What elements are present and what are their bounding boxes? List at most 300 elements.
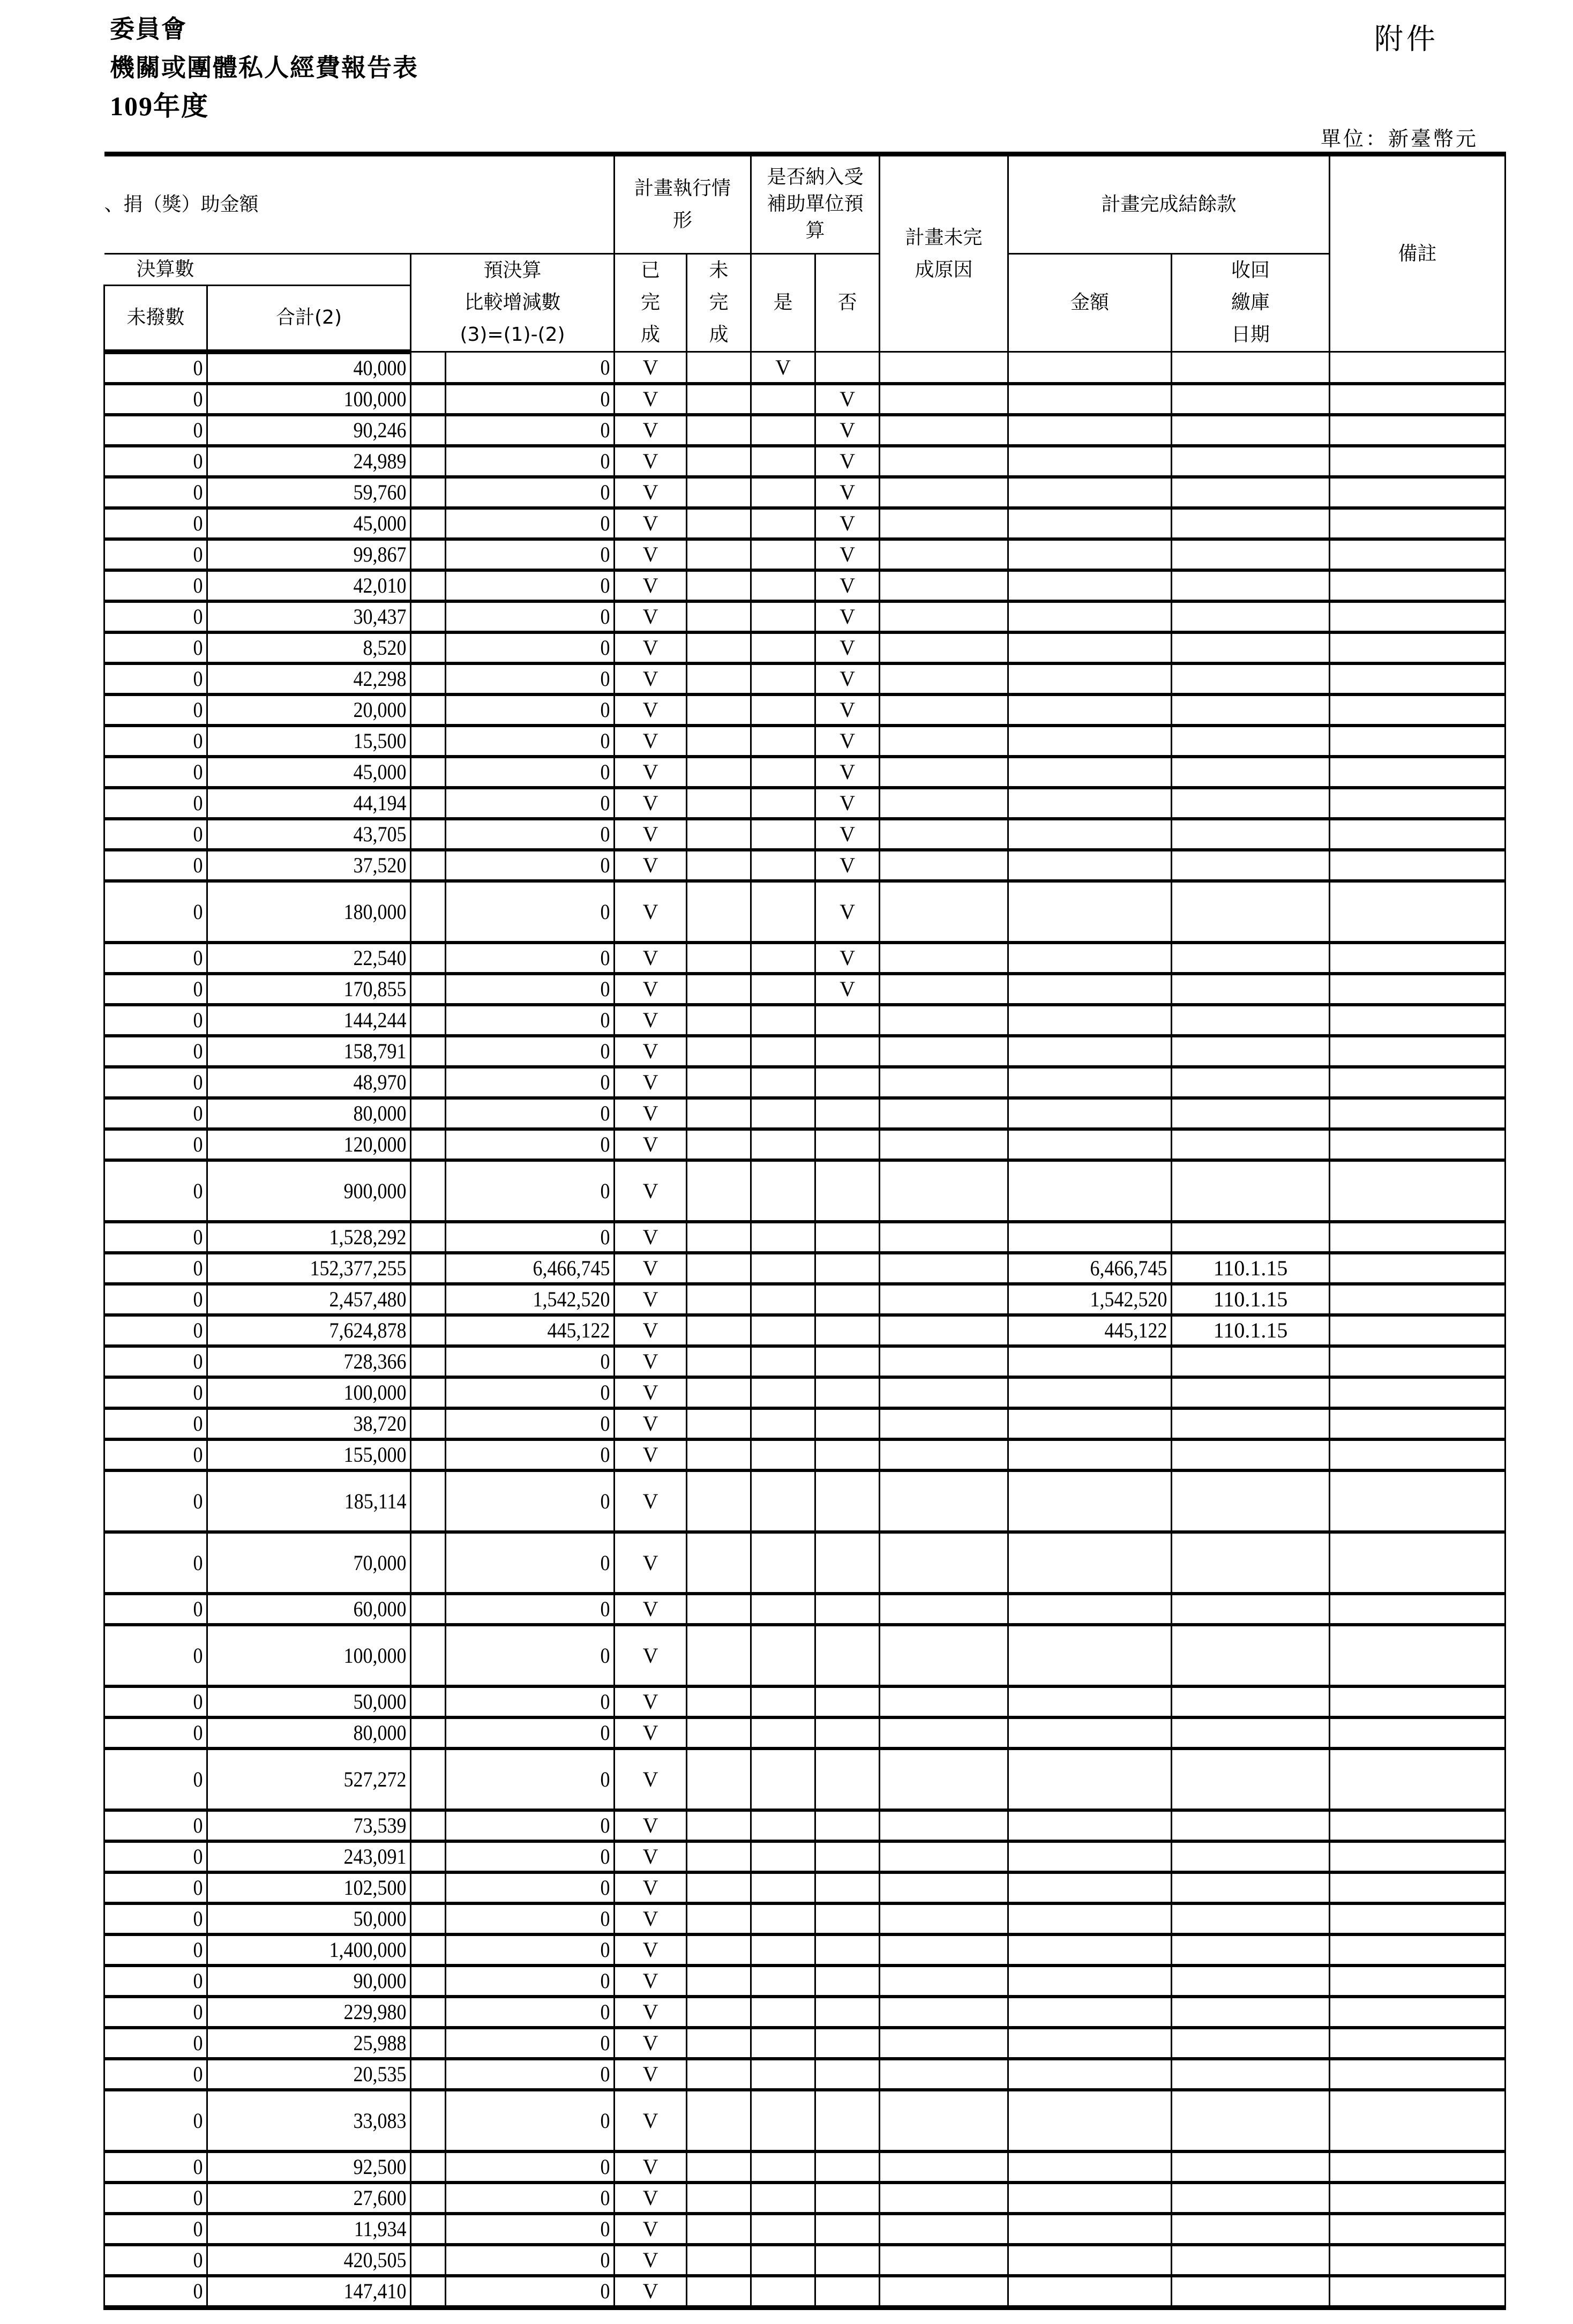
return-date-cell xyxy=(1172,1222,1330,1253)
table-row xyxy=(104,1408,1505,1439)
total-cell: 7,624,878 xyxy=(228,1315,411,1346)
return-date-cell xyxy=(1172,694,1330,726)
budget-diff-cell: 6,466,745 xyxy=(462,1253,615,1284)
surplus-amount-cell: 1,542,520 xyxy=(1024,1284,1172,1315)
not-completed-cell xyxy=(687,1315,751,1346)
not-completed-cell xyxy=(687,757,751,788)
unallocated-cell: 0 xyxy=(115,1594,207,1625)
spacer-cell xyxy=(411,1686,446,1717)
remarks-cell xyxy=(1330,726,1505,757)
remarks-cell xyxy=(1330,1067,1505,1098)
return-date-cell xyxy=(1172,1903,1330,1934)
unallocated-cell: 0 xyxy=(115,1872,207,1903)
remarks-cell xyxy=(1330,2028,1505,2059)
not-completed-header xyxy=(687,254,751,352)
spacer-cell xyxy=(411,974,446,1005)
included-no-cell xyxy=(815,1315,880,1346)
total-cell: 20,000 xyxy=(228,694,411,726)
spacer-cell xyxy=(411,1005,446,1036)
completed-cell: V xyxy=(615,1903,687,1934)
incomplete-reason-cell xyxy=(880,850,1008,881)
incomplete-reason-cell xyxy=(880,2245,1008,2276)
surplus-amount-cell xyxy=(1024,1997,1172,2028)
total-cell: 11,934 xyxy=(228,2214,411,2245)
included-no-cell xyxy=(815,1160,880,1222)
completed-cell: V xyxy=(615,2090,687,2151)
spacer-cell xyxy=(411,384,446,415)
included-yes-cell xyxy=(751,2151,815,2183)
remarks-cell xyxy=(1330,570,1505,601)
not-completed-cell xyxy=(687,726,751,757)
not-completed-char-3: 成 xyxy=(709,324,729,346)
return-date-cell xyxy=(1172,1625,1330,1686)
remarks-cell xyxy=(1330,632,1505,663)
table-row xyxy=(104,384,1505,415)
budget-diff-cell: 0 xyxy=(462,1470,615,1532)
total-cell: 8,520 xyxy=(228,632,411,663)
return-date-cell xyxy=(1172,508,1330,539)
unallocated-cell: 0 xyxy=(115,2245,207,2276)
remarks-cell xyxy=(1330,477,1505,508)
not-completed-cell xyxy=(687,1903,751,1934)
total-cell: 90,246 xyxy=(228,415,411,446)
not-completed-cell xyxy=(687,1934,751,1966)
return-date-cell xyxy=(1172,819,1330,850)
budget-diff-cell: 0 xyxy=(462,757,615,788)
table-row xyxy=(104,1810,1505,1841)
included-no-cell xyxy=(815,1098,880,1129)
remarks-cell xyxy=(1330,1377,1505,1408)
included-yes-cell xyxy=(751,1036,815,1067)
remarks-cell xyxy=(1330,2151,1505,2183)
spacer-cell xyxy=(411,2059,446,2090)
not-completed-cell xyxy=(687,819,751,850)
incomplete-reason-cell xyxy=(880,1005,1008,1036)
spacer-cell xyxy=(411,1748,446,1810)
completed-cell: V xyxy=(615,2183,687,2214)
budget-inclusion-line3: 算 xyxy=(805,220,825,242)
total-cell: 100,000 xyxy=(228,1625,411,1686)
spacer-cell xyxy=(411,694,446,726)
return-date-cell xyxy=(1172,2245,1330,2276)
not-completed-cell xyxy=(687,352,751,384)
budget-diff-cell: 0 xyxy=(462,1997,615,2028)
return-date-cell xyxy=(1172,1532,1330,1594)
surplus-amount-cell xyxy=(1024,2090,1172,2151)
included-no-cell xyxy=(815,2059,880,2090)
incomplete-reason-cell xyxy=(880,1810,1008,1841)
return-date-cell: 110.1.15 xyxy=(1172,1253,1330,1284)
unallocated-cell: 0 xyxy=(115,508,207,539)
remarks-cell xyxy=(1330,1160,1505,1222)
incomplete-reason-cell xyxy=(880,1377,1008,1408)
included-no-cell xyxy=(815,1532,880,1594)
unallocated-cell: 0 xyxy=(115,881,207,943)
total-cell: 1,528,292 xyxy=(228,1222,411,1253)
table-row xyxy=(104,1594,1505,1625)
surplus-amount-cell xyxy=(1024,1346,1172,1377)
table-row xyxy=(104,1222,1505,1253)
unallocated-cell: 0 xyxy=(115,415,207,446)
spacer-cell xyxy=(411,1315,446,1346)
budget-diff-cell: 0 xyxy=(462,1532,615,1594)
incomplete-reason-cell xyxy=(880,1098,1008,1129)
not-completed-cell xyxy=(687,1408,751,1439)
included-yes-cell xyxy=(751,601,815,632)
incomplete-reason-cell xyxy=(880,632,1008,663)
spacer-cell xyxy=(411,1470,446,1532)
remarks-cell xyxy=(1330,1408,1505,1439)
remarks-header: 備註 xyxy=(1330,154,1505,352)
included-no-cell xyxy=(815,1841,880,1872)
completed-cell: V xyxy=(615,663,687,694)
remarks-cell xyxy=(1330,663,1505,694)
table-row xyxy=(104,1470,1505,1532)
incomplete-reason-cell xyxy=(880,539,1008,570)
return-date-cell xyxy=(1172,1594,1330,1625)
not-completed-cell xyxy=(687,2276,751,2308)
included-no-cell xyxy=(815,1005,880,1036)
incomplete-reason-cell xyxy=(880,974,1008,1005)
total-cell: 728,366 xyxy=(228,1346,411,1377)
included-no-cell xyxy=(815,2028,880,2059)
completed-cell: V xyxy=(615,1005,687,1036)
return-date-cell xyxy=(1172,539,1330,570)
budget-diff-cell: 0 xyxy=(462,663,615,694)
included-yes-cell xyxy=(751,1810,815,1841)
completed-char-1: 已 xyxy=(641,259,661,281)
not-completed-cell xyxy=(687,2090,751,2151)
budget-inclusion-header xyxy=(751,154,880,254)
completed-cell: V xyxy=(615,1160,687,1222)
completed-cell: V xyxy=(615,1841,687,1872)
budget-diff-cell: 0 xyxy=(462,974,615,1005)
completed-cell: V xyxy=(615,352,687,384)
budget-diff-line2: 比較增減數 xyxy=(464,292,561,313)
table-row xyxy=(104,694,1505,726)
execution-status-line2: 形 xyxy=(673,210,693,231)
remarks-cell xyxy=(1330,788,1505,819)
included-yes-cell xyxy=(751,1872,815,1903)
budget-diff-cell: 0 xyxy=(462,632,615,663)
return-date-cell xyxy=(1172,446,1330,477)
included-no-cell: V xyxy=(815,881,880,943)
surplus-amount-cell xyxy=(1024,1067,1172,1098)
completed-cell: V xyxy=(615,2276,687,2308)
remarks-cell xyxy=(1330,2214,1505,2245)
budget-diff-cell: 0 xyxy=(462,2151,615,2183)
remarks-cell xyxy=(1330,974,1505,1005)
spacer-cell xyxy=(411,943,446,974)
incomplete-reason-cell xyxy=(880,415,1008,446)
remarks-cell xyxy=(1330,1532,1505,1594)
return-date-cell xyxy=(1172,477,1330,508)
return-date-cell xyxy=(1172,1346,1330,1377)
total-cell: 185,114 xyxy=(228,1470,411,1532)
included-yes-cell xyxy=(751,1067,815,1098)
not-completed-cell xyxy=(687,2245,751,2276)
incomplete-reason-cell xyxy=(880,1036,1008,1067)
not-completed-cell xyxy=(687,1005,751,1036)
incomplete-reason-cell xyxy=(880,1594,1008,1625)
incomplete-reason-cell xyxy=(880,694,1008,726)
incomplete-reason-cell xyxy=(880,1315,1008,1346)
incomplete-reason-cell xyxy=(880,2276,1008,2308)
included-yes-cell xyxy=(751,1284,815,1315)
return-date-cell xyxy=(1172,1872,1330,1903)
table-row xyxy=(104,1748,1505,1810)
spacer-cell xyxy=(411,1284,446,1315)
remarks-cell xyxy=(1330,1470,1505,1532)
incomplete-reason-cell xyxy=(880,1284,1008,1315)
surplus-amount-cell xyxy=(1024,2245,1172,2276)
budget-diff-cell: 0 xyxy=(462,1810,615,1841)
table-row xyxy=(104,1532,1505,1594)
remarks-cell xyxy=(1330,1129,1505,1160)
completed-cell: V xyxy=(615,819,687,850)
included-yes-cell xyxy=(751,2276,815,2308)
table-row xyxy=(104,477,1505,508)
table-row xyxy=(104,601,1505,632)
return-date-cell xyxy=(1172,1966,1330,1997)
not-completed-cell xyxy=(687,1377,751,1408)
not-completed-cell xyxy=(687,539,751,570)
included-no-cell: V xyxy=(815,819,880,850)
unallocated-cell: 0 xyxy=(115,663,207,694)
incomplete-reason-cell xyxy=(880,1439,1008,1470)
spacer-cell xyxy=(411,415,446,446)
surplus-amount-cell xyxy=(1024,1036,1172,1067)
included-no-cell: V xyxy=(815,601,880,632)
return-date-cell xyxy=(1172,1160,1330,1222)
surplus-amount-cell xyxy=(1024,2151,1172,2183)
table-row xyxy=(104,1686,1505,1717)
surplus-amount-cell xyxy=(1024,1160,1172,1222)
surplus-amount-cell xyxy=(1024,694,1172,726)
spacer-cell xyxy=(411,1346,446,1377)
completed-cell: V xyxy=(615,1997,687,2028)
incomplete-reason-cell xyxy=(880,601,1008,632)
not-completed-cell xyxy=(687,881,751,943)
included-no-cell: V xyxy=(815,415,880,446)
spacer-cell xyxy=(411,539,446,570)
remarks-cell xyxy=(1330,352,1505,384)
unallocated-cell: 0 xyxy=(115,943,207,974)
not-completed-cell xyxy=(687,1470,751,1532)
return-date-cell xyxy=(1172,850,1330,881)
included-no-cell: V xyxy=(815,446,880,477)
remarks-cell xyxy=(1330,757,1505,788)
table-row xyxy=(104,819,1505,850)
surplus-amount-cell xyxy=(1024,663,1172,694)
surplus-amount-cell xyxy=(1024,1098,1172,1129)
incomplete-reason-cell xyxy=(880,2151,1008,2183)
unallocated-cell: 0 xyxy=(115,2059,207,2090)
surplus-amount-cell xyxy=(1024,1810,1172,1841)
total-cell: 33,083 xyxy=(228,2090,411,2151)
total-cell: 40,000 xyxy=(228,352,411,384)
completed-cell: V xyxy=(615,943,687,974)
remarks-cell xyxy=(1330,415,1505,446)
incomplete-reason-cell xyxy=(880,1625,1008,1686)
return-date-cell xyxy=(1172,352,1330,384)
total-cell: 20,535 xyxy=(228,2059,411,2090)
budget-diff-cell: 0 xyxy=(462,601,615,632)
budget-diff-cell: 0 xyxy=(462,508,615,539)
table-row xyxy=(104,415,1505,446)
total-cell: 45,000 xyxy=(228,508,411,539)
not-completed-cell xyxy=(687,663,751,694)
surplus-amount-cell xyxy=(1024,632,1172,663)
table-row xyxy=(104,446,1505,477)
return-date-cell xyxy=(1172,1005,1330,1036)
remarks-cell xyxy=(1330,1997,1505,2028)
not-completed-cell xyxy=(687,1810,751,1841)
execution-status-line1: 計畫執行情 xyxy=(634,177,731,199)
table-row xyxy=(104,1129,1505,1160)
table-row xyxy=(104,1625,1505,1686)
included-yes-cell xyxy=(751,819,815,850)
return-date-cell xyxy=(1172,1717,1330,1748)
spacer-cell xyxy=(411,663,446,694)
incomplete-reason-cell xyxy=(880,1748,1008,1810)
included-no-cell xyxy=(815,2183,880,2214)
total-cell: 100,000 xyxy=(228,384,411,415)
included-yes-cell xyxy=(751,2090,815,2151)
included-no-cell: V xyxy=(815,570,880,601)
unallocated-cell: 0 xyxy=(115,1129,207,1160)
budget-diff-cell: 0 xyxy=(462,2059,615,2090)
surplus-amount-cell xyxy=(1024,1470,1172,1532)
budget-diff-cell: 0 xyxy=(462,1222,615,1253)
included-yes-cell xyxy=(751,694,815,726)
spacer-cell xyxy=(411,601,446,632)
incomplete-reason-cell xyxy=(880,1903,1008,1934)
not-completed-cell xyxy=(687,2183,751,2214)
budget-diff-cell: 0 xyxy=(462,943,615,974)
table-row xyxy=(104,352,1505,384)
table-row xyxy=(104,2245,1505,2276)
table-row xyxy=(104,1160,1505,1222)
incomplete-reason-cell xyxy=(880,477,1008,508)
spacer-cell xyxy=(411,757,446,788)
budget-inclusion-line2: 補助單位預 xyxy=(767,193,864,215)
budget-diff-cell: 0 xyxy=(462,2276,615,2308)
incomplete-reason-cell xyxy=(880,1532,1008,1594)
budget-diff-cell: 0 xyxy=(462,2214,615,2245)
completed-cell: V xyxy=(615,1408,687,1439)
expense-report-table xyxy=(103,152,1506,2310)
table-row xyxy=(104,1966,1505,1997)
completed-cell: V xyxy=(615,2059,687,2090)
completed-cell: V xyxy=(615,2245,687,2276)
unallocated-cell: 0 xyxy=(115,1253,207,1284)
total-cell: 527,272 xyxy=(228,1748,411,1810)
total-cell: 420,505 xyxy=(228,2245,411,2276)
table-row xyxy=(104,726,1505,757)
included-no-cell xyxy=(815,1284,880,1315)
included-no-cell xyxy=(815,1377,880,1408)
return-date-cell xyxy=(1172,1997,1330,2028)
completed-char-3: 成 xyxy=(641,324,661,346)
unallocated-cell: 0 xyxy=(115,477,207,508)
unallocated-cell: 0 xyxy=(115,384,207,415)
incomplete-reason-cell xyxy=(880,1160,1008,1222)
not-completed-cell xyxy=(687,1098,751,1129)
incomplete-reason-cell xyxy=(880,881,1008,943)
total-cell: 25,988 xyxy=(228,2028,411,2059)
spacer-cell xyxy=(411,2245,446,2276)
included-no-cell xyxy=(815,2276,880,2308)
surplus-amount-cell xyxy=(1024,1594,1172,1625)
incomplete-reason-cell xyxy=(880,1872,1008,1903)
not-completed-cell xyxy=(687,1067,751,1098)
return-date-cell xyxy=(1172,788,1330,819)
spacer-cell xyxy=(411,1934,446,1966)
unallocated-cell: 0 xyxy=(115,757,207,788)
unallocated-cell: 0 xyxy=(115,1717,207,1748)
spacer-cell xyxy=(411,881,446,943)
unallocated-cell: 0 xyxy=(115,1903,207,1934)
table-row xyxy=(104,1717,1505,1748)
not-completed-cell xyxy=(687,2059,751,2090)
completed-cell: V xyxy=(615,974,687,1005)
included-yes-cell xyxy=(751,1841,815,1872)
not-completed-cell xyxy=(687,2151,751,2183)
included-yes-cell xyxy=(751,1717,815,1748)
return-date-cell xyxy=(1172,1098,1330,1129)
completed-cell: V xyxy=(615,477,687,508)
included-yes-cell: V xyxy=(751,352,815,384)
budget-diff-cell: 0 xyxy=(462,788,615,819)
included-yes-cell xyxy=(751,2183,815,2214)
completed-cell: V xyxy=(615,1439,687,1470)
included-no-cell: V xyxy=(815,943,880,974)
budget-diff-cell: 0 xyxy=(462,726,615,757)
incomplete-reason-cell xyxy=(880,1841,1008,1872)
total-cell: 43,705 xyxy=(228,819,411,850)
spacer-cell xyxy=(411,850,446,881)
return-date-cell xyxy=(1172,1377,1330,1408)
budget-inclusion-line1: 是否納入受 xyxy=(767,166,864,188)
spacer-cell xyxy=(411,1377,446,1408)
budget-diff-cell: 0 xyxy=(462,570,615,601)
spacer-cell xyxy=(411,1872,446,1903)
surplus-amount-cell xyxy=(1024,1748,1172,1810)
unallocated-cell: 0 xyxy=(115,1532,207,1594)
table-row xyxy=(104,850,1505,881)
included-no-cell xyxy=(815,1934,880,1966)
included-no-cell xyxy=(815,1129,880,1160)
incomplete-reason-line1: 計畫未完 xyxy=(905,226,983,249)
unallocated-cell: 0 xyxy=(115,1067,207,1098)
surplus-amount-cell xyxy=(1024,1439,1172,1470)
included-yes-cell xyxy=(751,539,815,570)
total-cell: 144,244 xyxy=(228,1005,411,1036)
budget-diff-cell: 0 xyxy=(462,2183,615,2214)
return-date-cell xyxy=(1172,881,1330,943)
not-completed-cell xyxy=(687,1439,751,1470)
surplus-amount-cell xyxy=(1024,384,1172,415)
budget-diff-cell: 0 xyxy=(462,446,615,477)
remarks-cell xyxy=(1330,1284,1505,1315)
included-yes-cell xyxy=(751,415,815,446)
return-date-line2: 繳庫 xyxy=(1231,292,1270,313)
total-cell: 24,989 xyxy=(228,446,411,477)
included-no-cell: V xyxy=(815,663,880,694)
table-row xyxy=(104,943,1505,974)
surplus-amount-cell xyxy=(1024,2059,1172,2090)
